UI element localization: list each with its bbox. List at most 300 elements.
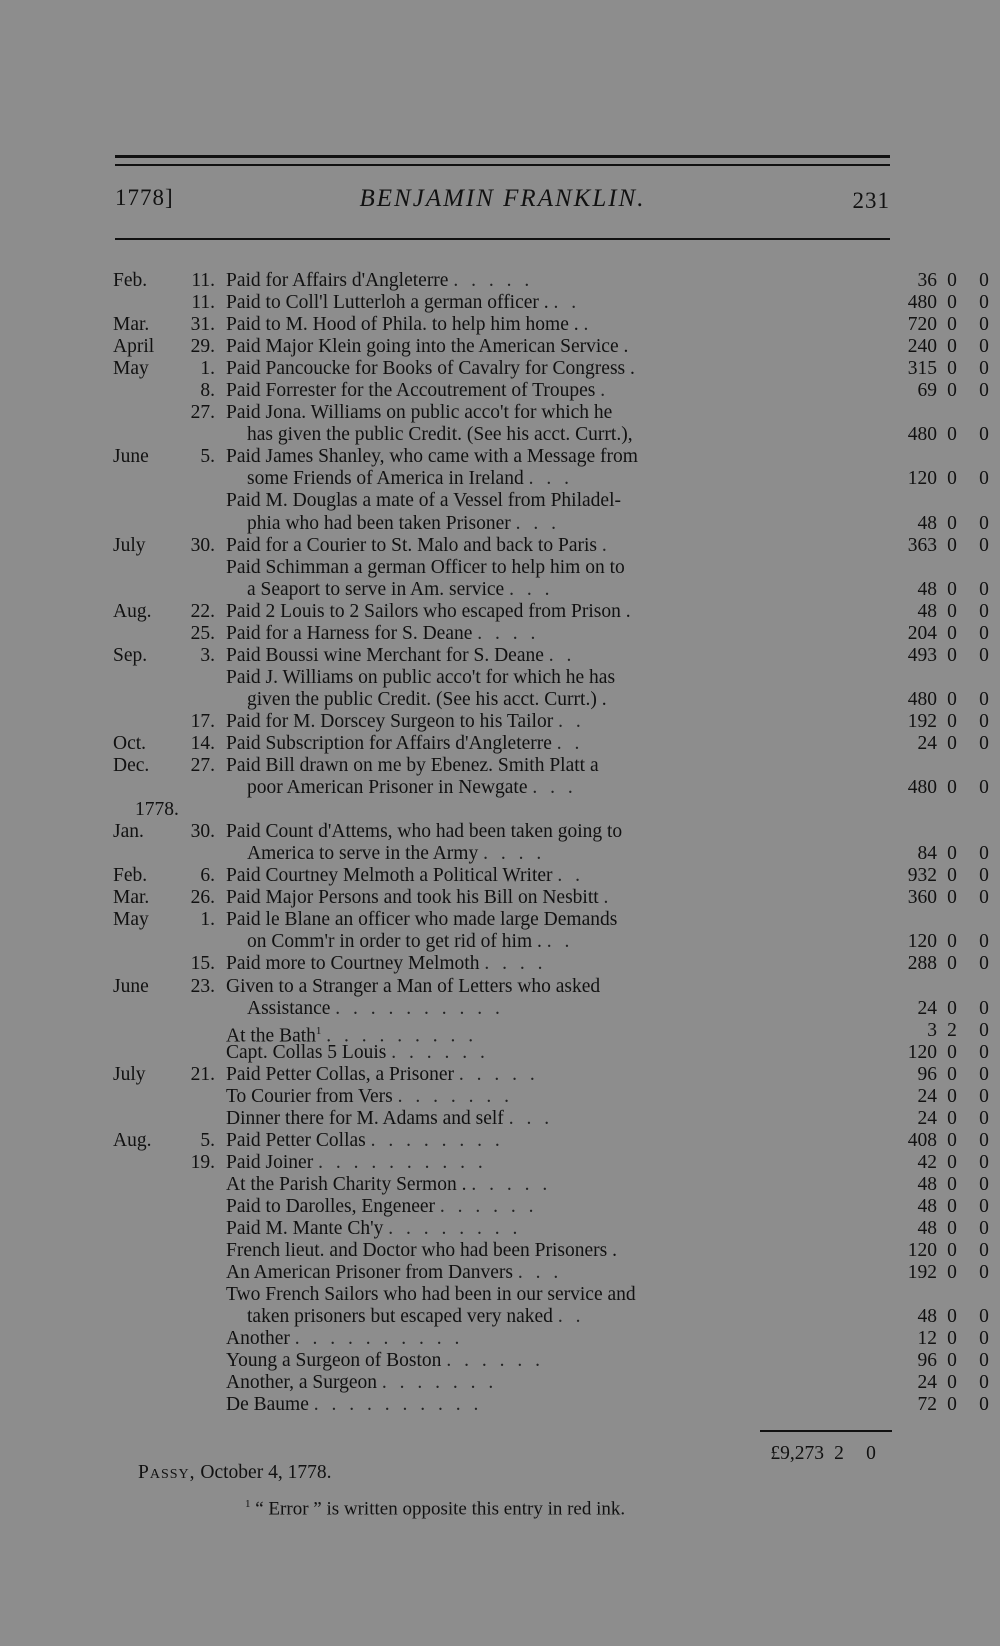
ledger-row — [113, 1151, 989, 1174]
ledger-row — [113, 710, 989, 733]
page-number: 231 — [852, 188, 890, 213]
amount-pounds: 48 — [917, 512, 937, 534]
entry-description — [247, 777, 877, 799]
leader-dots: . . . . . . . . . . — [318, 1151, 487, 1173]
amount-shillings: 0 — [947, 622, 957, 644]
amount-pence: 0 — [979, 1195, 989, 1217]
entry-description — [226, 821, 856, 843]
amount-shillings: 0 — [947, 644, 957, 666]
amount-pence: 0 — [979, 732, 989, 754]
entry-text: on Comm'r in order to get rid of him . — [247, 931, 542, 953]
entry-text: Paid Forrester for the Accoutrement of Troupes — [226, 380, 596, 402]
amount-shillings: 0 — [947, 1041, 957, 1063]
leader-dots: . . . — [532, 777, 577, 799]
amount-shillings: 0 — [947, 953, 957, 975]
entry-month: June — [113, 975, 149, 997]
entry-description — [247, 1306, 877, 1328]
leader-dots: . . . . . . . . . . — [335, 997, 504, 1019]
ledger-row — [113, 1350, 989, 1372]
ledger-row — [113, 821, 893, 843]
entry-text: Paid Subscription for Affairs d'Angleterre — [226, 732, 552, 754]
amount-shillings: 0 — [947, 534, 957, 556]
ledger-row — [113, 1372, 989, 1394]
amount-pounds: 84 — [917, 843, 937, 865]
entry-description — [226, 865, 856, 887]
entry-text: Paid James Shanley, who came with a Message from — [226, 446, 638, 468]
amount-pounds: 192 — [907, 1262, 937, 1284]
entry-text: Paid Major Klein going into the American Service . — [226, 336, 629, 358]
amount-pounds: 69 — [917, 380, 937, 402]
entry-description — [226, 292, 856, 314]
entry-text: Paid Count d'Attems, who had been taken going to — [226, 821, 623, 843]
ledger-row — [113, 270, 989, 292]
entry-text: phia who had been taken Prisoner — [247, 512, 511, 534]
entry-description — [226, 1196, 856, 1218]
ledger-row — [113, 424, 989, 446]
ledger-row — [113, 953, 989, 975]
ledger-row — [113, 358, 989, 380]
amount-pounds: 48 — [917, 600, 937, 622]
amount-shillings: 0 — [947, 887, 957, 909]
amount-pounds: 360 — [907, 887, 937, 909]
amount-pounds: 480 — [907, 292, 937, 314]
amount-pounds: 24 — [917, 1107, 937, 1129]
footnote — [245, 1498, 625, 1520]
entry-text: Paid J. Williams on public acco't for which he has — [226, 666, 616, 688]
entry-text: America to serve in the Army — [247, 843, 479, 865]
amount-pence: 0 — [979, 1372, 989, 1394]
amount-shillings: 0 — [947, 1195, 957, 1217]
amount-shillings: 0 — [947, 1063, 957, 1085]
entry-month: Oct. — [113, 732, 147, 754]
entry-text: Paid more to Courtney Melmoth — [226, 953, 480, 975]
entry-description — [226, 1042, 856, 1064]
amount-pence: 0 — [979, 270, 989, 291]
entry-month: May — [113, 909, 149, 931]
entry-month: June — [113, 446, 149, 468]
amount-pounds: 720 — [907, 314, 937, 336]
amount-pounds: 480 — [907, 424, 937, 446]
entry-description — [226, 909, 856, 931]
amount-shillings: 0 — [947, 865, 957, 887]
entry-text: Paid Major Persons and took his Bill on Nesbitt — [226, 887, 599, 909]
ledger-row — [113, 557, 893, 579]
amount-pence: 0 — [979, 578, 989, 600]
place-date — [138, 1462, 331, 1484]
amount-pounds: 3 — [927, 1019, 937, 1041]
entry-day: 22. — [190, 600, 215, 622]
entry-description — [247, 843, 877, 865]
entry-description — [247, 579, 877, 601]
leader-dots: . . . . . — [453, 270, 534, 291]
entry-description — [226, 953, 856, 975]
entry-description — [226, 358, 856, 380]
amount-shillings: 0 — [947, 1372, 957, 1394]
header-year: 1778] — [115, 185, 174, 210]
entry-description — [247, 998, 877, 1020]
amount-pounds: 363 — [907, 534, 937, 556]
entry-text: Two French Sailors who had been in our service and — [226, 1284, 636, 1306]
footnote-text: “ Error ” is written opposite this entry in red ink. — [255, 1498, 626, 1520]
amount-shillings: 0 — [947, 688, 957, 710]
ledger-row — [113, 732, 989, 755]
amount-shillings: 0 — [947, 1151, 957, 1173]
ledger-row — [113, 292, 989, 314]
entry-text: At the Parish Charity Sermon . — [226, 1173, 467, 1195]
amount-pounds: 48 — [917, 1306, 937, 1328]
amount-shillings: 0 — [947, 578, 957, 600]
amount-pence: 0 — [979, 688, 989, 710]
ledger-row — [113, 534, 989, 557]
amount-pounds: 315 — [907, 358, 937, 380]
entry-description — [247, 931, 877, 953]
amount-pounds: 96 — [917, 1063, 937, 1085]
amount-pence: 0 — [979, 1240, 989, 1262]
amount-pounds: 120 — [907, 931, 937, 953]
amount-pence: 0 — [979, 997, 989, 1019]
entry-text: Paid M. Douglas a mate of a Vessel from Philadel- — [226, 490, 621, 512]
ledger-row — [113, 1394, 989, 1416]
ledger-row — [113, 446, 893, 468]
entry-month: Feb. — [113, 865, 148, 887]
amount-pence: 0 — [979, 1107, 989, 1129]
entry-description — [226, 1350, 856, 1372]
amount-shillings: 0 — [947, 270, 957, 291]
amount-pounds: 288 — [907, 953, 937, 975]
ledger-row — [113, 336, 989, 358]
leader-dots: . . — [558, 710, 585, 732]
ledger-row — [113, 667, 893, 689]
entry-month: Dec. — [113, 755, 150, 777]
entry-text: Paid Bill drawn on me by Ebenez. Smith Platt a — [226, 755, 599, 777]
entry-text: Capt. Collas 5 Louis — [226, 1041, 387, 1063]
amount-pence: 0 — [979, 1129, 989, 1151]
amount-shillings: 0 — [947, 1173, 957, 1195]
entry-description — [226, 601, 856, 623]
leader-dots: . . . . . . . . . . — [294, 1328, 464, 1350]
leader-dots: . . . — [517, 1262, 563, 1284]
amount-pounds: 192 — [907, 710, 937, 732]
ledger-row — [113, 1107, 989, 1130]
amount-pence: 0 — [979, 953, 989, 975]
amount-pence: 0 — [979, 358, 989, 380]
ledger-row — [113, 490, 893, 512]
amount-pence: 0 — [979, 292, 989, 314]
amount-pence: 0 — [979, 931, 989, 953]
entry-text: Given to a Stranger a Man of Letters who asked — [226, 975, 601, 997]
ledger-row — [113, 1284, 893, 1306]
amount-pounds: 24 — [917, 732, 937, 754]
entry-text: Paid Pancoucke for Books of Cavalry for Congress . — [226, 358, 635, 380]
amount-shillings: 0 — [947, 600, 957, 622]
entry-month: July — [113, 1063, 146, 1085]
entry-description — [226, 733, 856, 755]
ledger-row — [113, 976, 893, 998]
entry-day: 5. — [200, 1129, 215, 1151]
amount-pence: 0 — [979, 777, 989, 799]
ledger-row — [113, 1262, 989, 1284]
entry-text: To Courier from Vers — [226, 1085, 393, 1107]
amount-shillings: 0 — [947, 1218, 957, 1240]
amount-pence: 0 — [979, 1151, 989, 1173]
entry-text: given the public Credit. (See his acct. Currt.) . — [247, 688, 607, 710]
leader-dots: . . . . . . — [446, 1350, 544, 1372]
entry-day: 6. — [200, 865, 215, 887]
leader-dots: . . . . . . — [391, 1041, 489, 1063]
entry-day: 30. — [190, 821, 215, 843]
ledger-row — [113, 688, 989, 711]
entry-text: Another, a Surgeon — [226, 1372, 378, 1394]
entry-day: 25. — [190, 622, 215, 644]
entry-description — [226, 1152, 856, 1174]
entry-description — [226, 667, 856, 689]
ledger-row — [113, 600, 989, 623]
entry-text: Paid Petter Collas — [226, 1129, 366, 1151]
entry-description — [226, 1086, 856, 1108]
sum-rule — [760, 1430, 892, 1432]
ledger-table — [113, 270, 989, 1416]
amount-pence: 0 — [979, 887, 989, 909]
amount-pence: 0 — [979, 1063, 989, 1085]
entry-day: 3. — [200, 644, 215, 666]
entry-day: 5. — [200, 446, 215, 468]
amount-shillings: 0 — [947, 843, 957, 865]
entry-day: 31. — [190, 314, 215, 336]
amount-pence: 0 — [979, 1394, 989, 1416]
entry-description — [226, 1064, 856, 1086]
ledger-row — [113, 777, 989, 799]
amount-pence: 0 — [979, 1262, 989, 1284]
top-rule-thin — [115, 164, 890, 166]
place-date-text: October 4, 1778. — [200, 1462, 332, 1483]
entry-text: Paid to Darolles, Engeneer — [226, 1195, 436, 1217]
entry-description — [226, 336, 856, 358]
amount-pence: 0 — [979, 710, 989, 732]
entry-description — [226, 490, 856, 512]
entry-description — [226, 976, 856, 998]
entry-day: 14. — [190, 732, 215, 754]
entry-text: some Friends of America in Ireland — [247, 468, 524, 490]
amount-pounds: 120 — [907, 1041, 937, 1063]
leader-dots: . — [601, 534, 611, 556]
entry-description — [226, 1262, 856, 1284]
ledger-row — [113, 622, 989, 645]
ledger-row — [113, 314, 989, 336]
leader-dots: . . — [557, 865, 585, 887]
entry-text: Paid for a Courier to St. Malo and back to Paris — [226, 534, 597, 556]
amount-pounds: 48 — [917, 1173, 937, 1195]
amount-shillings: 2 — [947, 1019, 957, 1041]
entry-text: Paid to Coll'l Lutterloh a german officer . — [226, 292, 549, 314]
entry-month: Aug. — [113, 1129, 152, 1151]
entry-description — [226, 1108, 856, 1130]
entry-description — [226, 557, 856, 579]
ledger-row — [113, 755, 893, 777]
year-label: 1778. — [135, 799, 179, 821]
running-title: BENJAMIN FRANKLIN. — [359, 185, 646, 212]
entry-text: taken prisoners but escaped very naked — [247, 1306, 553, 1328]
entry-month: Jan. — [113, 821, 144, 843]
ledger-row — [113, 1218, 989, 1240]
entry-text: Another — [226, 1328, 290, 1350]
entry-text: Paid le Blane an officer who made large Demands — [226, 909, 618, 931]
entry-description — [226, 1372, 856, 1394]
ledger-row — [113, 578, 989, 601]
entry-month: Mar. — [113, 314, 150, 336]
amount-pounds: 48 — [917, 578, 937, 600]
amount-pounds: 72 — [917, 1394, 937, 1416]
entry-description — [247, 468, 877, 490]
place-name: Passy, — [138, 1462, 196, 1483]
entry-month: Sep. — [113, 644, 148, 666]
leader-dots: . — [600, 380, 610, 402]
amount-pounds: 24 — [917, 997, 937, 1019]
entry-description — [226, 1174, 856, 1196]
entry-description — [247, 689, 877, 711]
ledger-row — [113, 1085, 989, 1108]
amount-pence: 0 — [979, 380, 989, 402]
entry-description — [226, 402, 856, 424]
entry-description — [226, 711, 856, 733]
leader-dots: . . — [556, 732, 584, 754]
ledger-row — [113, 1129, 989, 1152]
leader-dots: . . — [546, 931, 574, 953]
amount-shillings: 0 — [947, 314, 957, 336]
amount-shillings: 0 — [947, 292, 957, 314]
amount-shillings: 0 — [947, 1240, 957, 1262]
amount-pounds: 24 — [917, 1085, 937, 1107]
ledger-row — [113, 1041, 989, 1064]
entry-day: 27. — [190, 755, 215, 777]
entry-text: French lieut. and Doctor who had been Prisoners . — [226, 1240, 617, 1262]
entry-text: Paid Joiner — [226, 1151, 314, 1173]
amount-pounds: 48 — [917, 1218, 937, 1240]
leader-dots: . . . . . . . — [381, 1372, 498, 1394]
entry-month: May — [113, 358, 149, 380]
amount-pounds: 96 — [917, 1350, 937, 1372]
ledger-total — [740, 1443, 900, 1467]
leader-dots: . . . . . . . . . . — [313, 1394, 483, 1416]
total-pounds: £9,273 — [770, 1443, 824, 1464]
entry-day: 21. — [190, 1063, 215, 1085]
entry-day: 1. — [200, 358, 215, 380]
entry-text: a Seaport to serve in Am. service — [247, 578, 505, 600]
entry-description — [247, 424, 877, 446]
footnote-ref: 1 — [315, 1024, 322, 1037]
leader-dots: . . . . . — [471, 1173, 552, 1195]
amount-shillings: 0 — [947, 336, 957, 358]
entry-month: Feb. — [113, 270, 148, 291]
amount-pounds: 480 — [907, 777, 937, 799]
total-pence: 0 — [866, 1443, 876, 1464]
amount-pence: 0 — [979, 1350, 989, 1372]
amount-shillings: 0 — [947, 1350, 957, 1372]
ledger-row — [113, 1240, 989, 1262]
amount-pence: 0 — [979, 424, 989, 446]
entry-month: April — [113, 336, 155, 358]
amount-pounds: 240 — [907, 336, 937, 358]
leader-dots: . . . — [509, 578, 554, 600]
amount-shillings: 0 — [947, 777, 957, 799]
entry-day: 30. — [190, 534, 215, 556]
ledger-row — [113, 468, 989, 490]
amount-pence: 0 — [979, 600, 989, 622]
leader-dots: . . . . . . . . — [388, 1218, 522, 1240]
leader-dots: . — [583, 314, 593, 336]
leader-dots: . . . . — [484, 953, 547, 975]
ledger-row — [113, 931, 989, 953]
ledger-row — [113, 843, 989, 865]
top-rule — [115, 155, 890, 158]
amount-pence: 0 — [979, 534, 989, 556]
ledger-row — [113, 997, 989, 1020]
amount-pounds: 42 — [917, 1151, 937, 1173]
amount-pounds: 24 — [917, 1372, 937, 1394]
amount-pence: 0 — [979, 1085, 989, 1107]
amount-pounds: 480 — [907, 688, 937, 710]
entry-day: 17. — [190, 710, 215, 732]
entry-text: Paid to M. Hood of Phila. to help him home . — [226, 314, 579, 336]
ledger-row — [113, 402, 893, 424]
entry-day: 15. — [190, 953, 215, 975]
amount-pence: 0 — [979, 865, 989, 887]
entry-description — [226, 623, 856, 645]
entry-day: 23. — [190, 975, 215, 997]
amount-pence: 0 — [979, 468, 989, 490]
entry-description — [226, 270, 856, 292]
amount-pounds: 408 — [907, 1129, 937, 1151]
entry-text: has given the public Credit. (See his acct. Currt.), — [247, 424, 633, 446]
entry-text: poor American Prisoner in Newgate — [247, 777, 528, 799]
ledger-row — [113, 1306, 989, 1328]
total-shillings: 2 — [834, 1443, 844, 1464]
amount-pence: 0 — [979, 314, 989, 336]
amount-shillings: 0 — [947, 468, 957, 490]
leader-dots: . . . . . . . — [397, 1085, 513, 1107]
amount-pence: 0 — [979, 1306, 989, 1328]
entry-description — [247, 513, 877, 535]
leader-dots: . . . . — [477, 622, 540, 644]
amount-pence: 0 — [979, 336, 989, 358]
ledger-row — [113, 1063, 989, 1086]
amount-pounds: 932 — [907, 865, 937, 887]
entry-description — [226, 380, 856, 402]
year-row — [113, 799, 893, 821]
entry-description — [226, 1284, 856, 1306]
amount-shillings: 0 — [947, 1328, 957, 1350]
entry-day: 29. — [190, 336, 215, 358]
leader-dots: . . . — [515, 512, 560, 534]
amount-pence: 0 — [979, 1041, 989, 1063]
leader-dots: . . — [548, 644, 576, 666]
entry-text: Paid 2 Louis to 2 Sailors who escaped from Prison . — [226, 600, 631, 622]
entry-description — [226, 1328, 856, 1350]
ledger-row — [113, 1019, 989, 1047]
amount-pence: 0 — [979, 1173, 989, 1195]
amount-shillings: 0 — [947, 710, 957, 732]
entry-description — [226, 755, 856, 777]
entry-day: 19. — [190, 1151, 215, 1173]
entry-text: De Baume — [226, 1394, 309, 1416]
amount-pence: 0 — [979, 512, 989, 534]
ledger-row — [113, 1195, 989, 1218]
amount-shillings: 0 — [947, 424, 957, 446]
leader-dots: . . . — [528, 468, 573, 490]
amount-pence: 0 — [979, 843, 989, 865]
entry-text: Paid for M. Dorscey Surgeon to his Tailor — [226, 710, 554, 732]
amount-pounds: 48 — [917, 1195, 937, 1217]
entry-day: 1. — [200, 909, 215, 931]
